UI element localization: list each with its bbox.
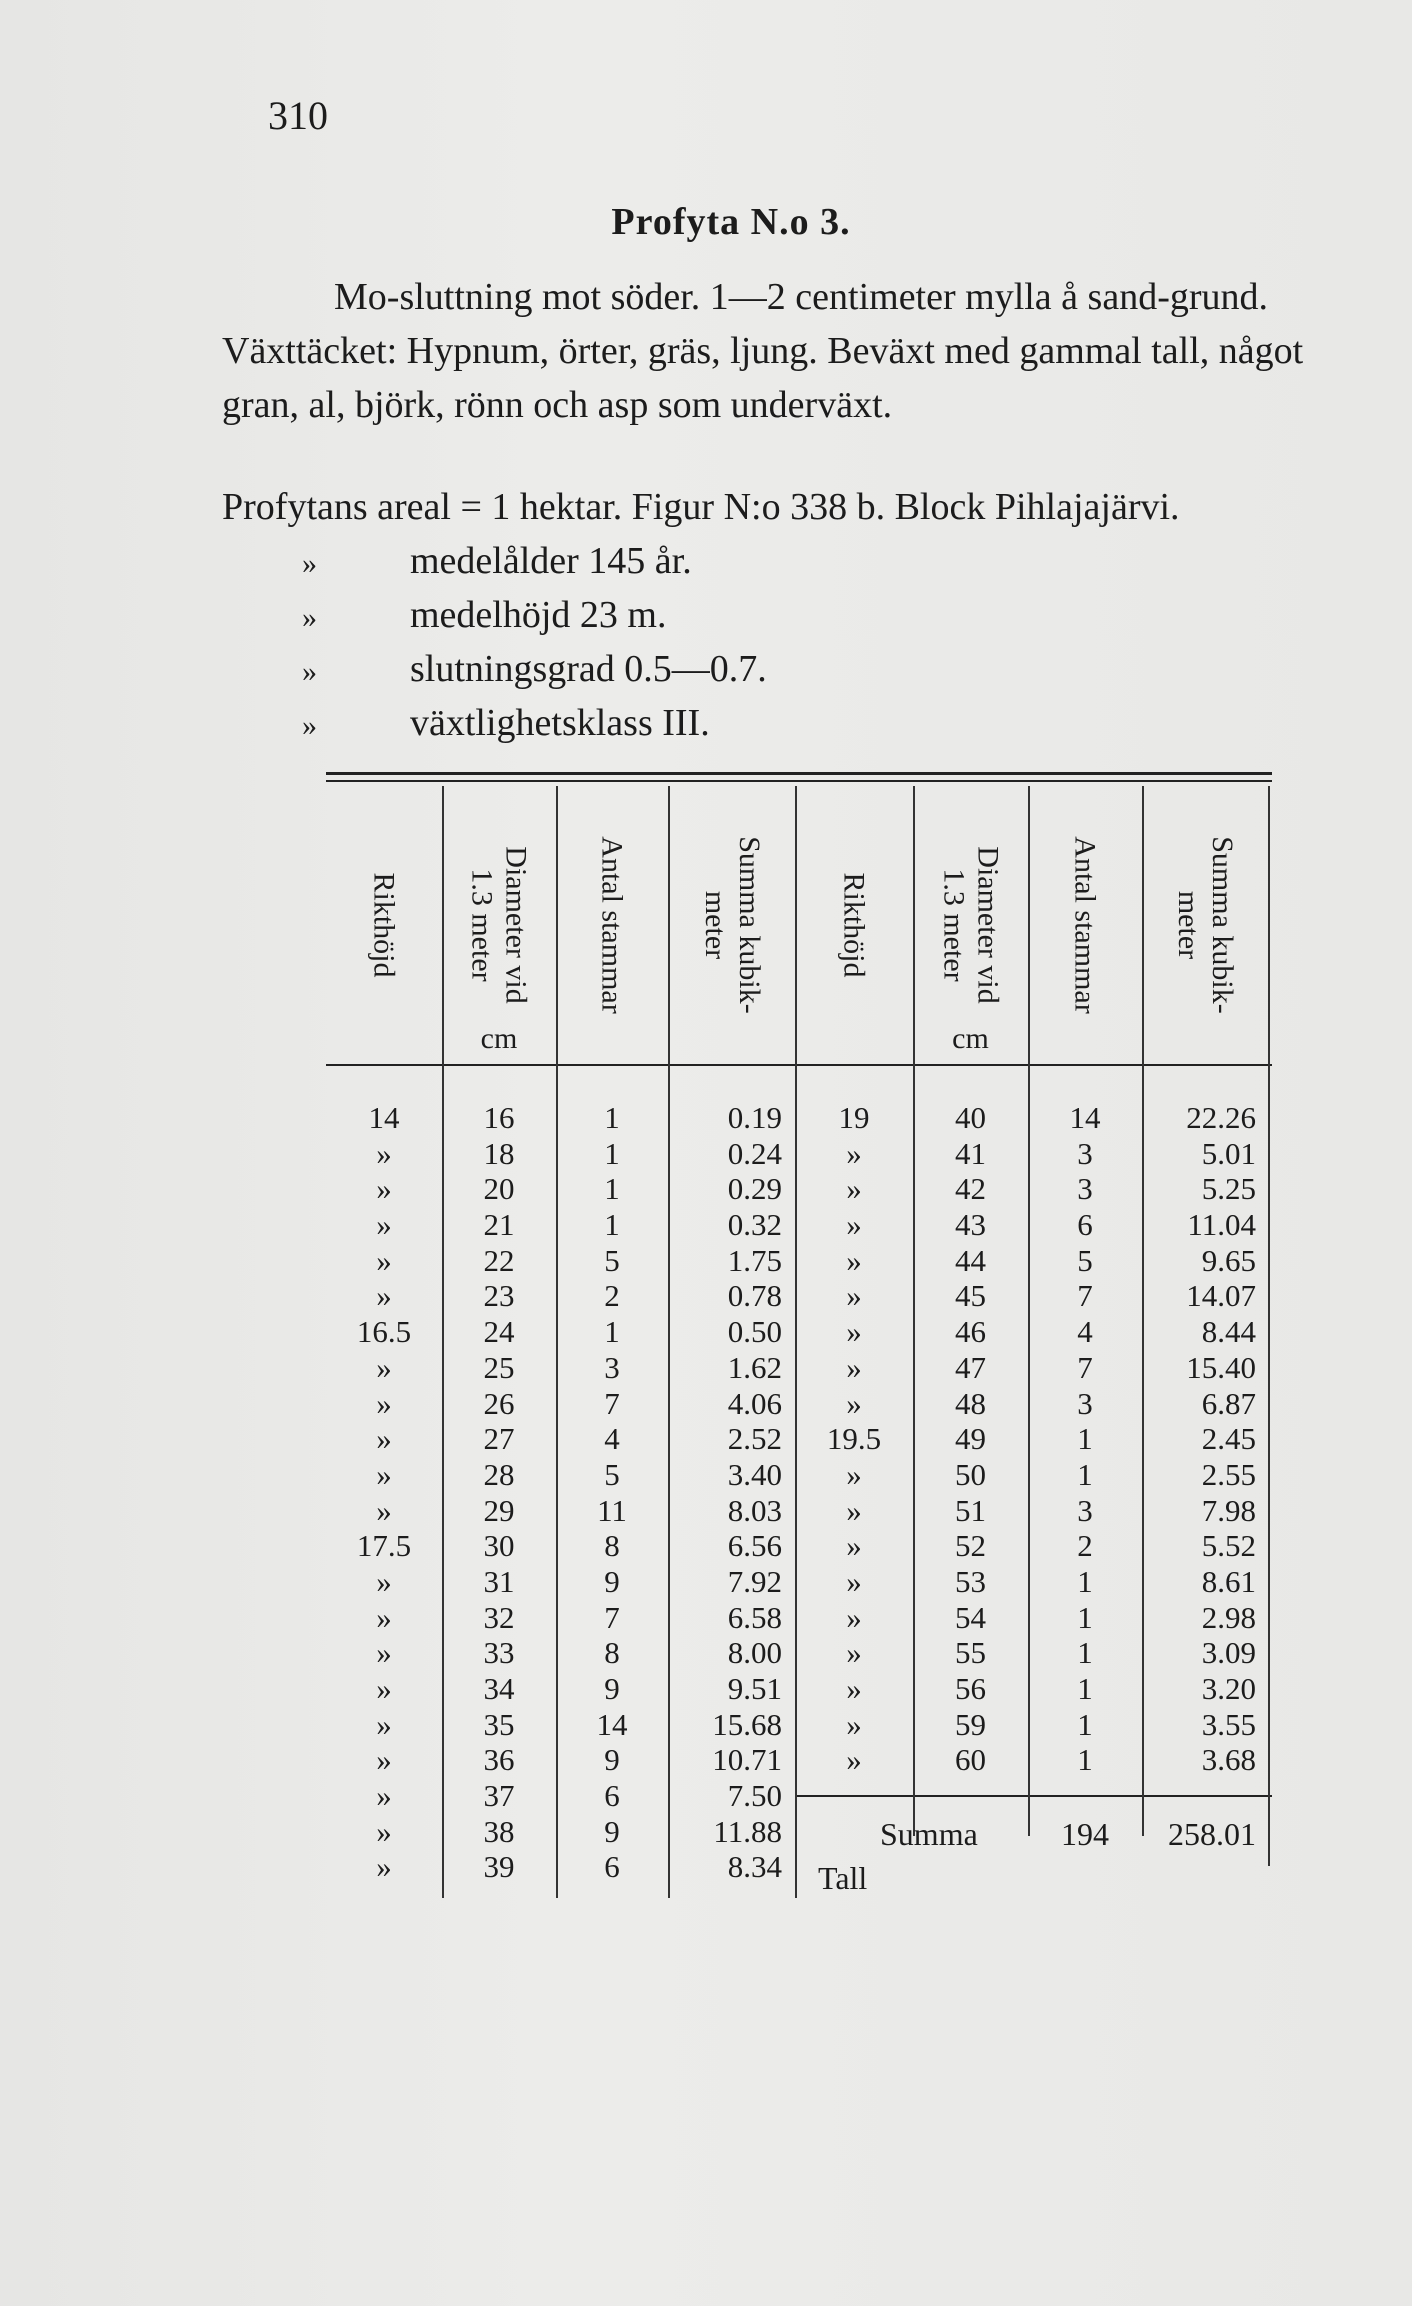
table-cell-summa: 9.51 [727, 1671, 782, 1706]
left-rikthojd-column [336, 1100, 432, 1885]
table-cell-antal: 1 [604, 1314, 620, 1350]
table-cell-rikthojd: » [846, 1599, 862, 1635]
table-cell-rikthojd: » [846, 1492, 862, 1528]
table-cell-antal: 7 [1077, 1278, 1093, 1314]
table-cell-rikthojd: » [846, 1456, 862, 1492]
page-title: Profyta N.o 3. [611, 201, 851, 243]
table-cell-diameter: 27 [483, 1421, 515, 1457]
table-cell-antal: 1 [1077, 1421, 1093, 1457]
table-cell-antal: 1 [604, 1207, 620, 1243]
table-cell-summa: 9.65 [1201, 1242, 1256, 1278]
table-cell-rikthojd: » [376, 1456, 392, 1492]
table-cell-antal: 1 [604, 1100, 620, 1135]
table-cell-summa: 5.25 [1201, 1171, 1256, 1207]
table-cell-rikthojd: » [376, 1207, 392, 1243]
table-cell-rikthojd: » [846, 1171, 862, 1207]
table-cell-diameter: 41 [955, 1135, 986, 1171]
table-cell-rikthojd: » [376, 1171, 392, 1207]
table-cell-diameter: 39 [483, 1849, 515, 1885]
description-text: Mo-sluttning mot söder. 1—2 centimeter mylla å sand-grund. Växttäcket: Hypnum, örter, gräs, ljung. Beväxt med gammal tall, något gran, al, björk, rönn och asp som underväxt. [222, 276, 1304, 426]
right-diameter-column [923, 1100, 1018, 1778]
table-cell-diameter: 32 [483, 1599, 515, 1635]
table-cell-diameter: 53 [955, 1563, 986, 1599]
table-cell-summa: 4.06 [727, 1385, 782, 1421]
table-cell-rikthojd: » [376, 1135, 392, 1171]
table-cell-antal: 5 [604, 1242, 620, 1278]
table-cell-antal: 9 [604, 1742, 620, 1778]
table-cell-antal: 1 [604, 1171, 620, 1207]
table-cell-summa: 3.55 [1201, 1706, 1256, 1742]
table-cell-diameter: 47 [955, 1349, 986, 1385]
table-cell-antal: 14 [1069, 1100, 1101, 1135]
table-cell-summa: 1.62 [727, 1349, 782, 1385]
table-cell-diameter: 34 [483, 1671, 515, 1706]
info-line-medelalder: » medelålder 145 år. [302, 540, 692, 582]
table-cell-diameter: 56 [955, 1671, 986, 1706]
table-top-rule [326, 772, 1272, 775]
table-cell-rikthojd: » [376, 1742, 392, 1778]
table-cell-rikthojd: » [376, 1599, 392, 1635]
header-diameter-unit-right: cm [952, 1022, 989, 1055]
table-cell-summa: 3.40 [727, 1456, 782, 1492]
page-number: 310 [268, 93, 328, 138]
table-cell-antal: 4 [604, 1421, 620, 1457]
tall-label: Tall [818, 1860, 868, 1896]
table-cell-antal: 5 [1077, 1242, 1093, 1278]
table-cell-antal: 6 [604, 1778, 620, 1814]
table-cell-rikthojd: » [376, 1813, 392, 1849]
table-cell-antal: 1 [1077, 1742, 1093, 1778]
table-cell-diameter: 54 [955, 1599, 986, 1635]
table-cell-summa: 6.56 [727, 1528, 782, 1564]
table-cell-rikthojd: » [846, 1528, 862, 1564]
table-cell-diameter: 43 [955, 1207, 986, 1243]
info-line-vaxtlighetsklass: » växtlighetsklass III. [302, 702, 710, 744]
summa-total: 258.01 [1168, 1816, 1256, 1852]
table-cell-diameter: 36 [483, 1742, 515, 1778]
table-cell-antal: 9 [604, 1671, 620, 1706]
table-header-rule [326, 1064, 1272, 1066]
table-cell-antal: 2 [604, 1278, 620, 1314]
table-cell-antal: 7 [604, 1599, 620, 1635]
right-summa-column [1150, 1100, 1256, 1778]
table-cell-rikthojd: 14 [368, 1100, 400, 1135]
table-cell-antal: 3 [1077, 1385, 1093, 1421]
table-cell-rikthojd: » [846, 1635, 862, 1671]
table-cell-rikthojd: » [376, 1278, 392, 1314]
table-cell-rikthojd: » [376, 1492, 392, 1528]
table-cell-diameter: 23 [483, 1278, 515, 1314]
table-cell-rikthojd: » [846, 1278, 862, 1314]
table-cell-diameter: 20 [483, 1171, 515, 1207]
table-cell-rikthojd: » [846, 1135, 862, 1171]
summa-antal: 194 [1061, 1816, 1109, 1852]
right-rikthojd-column [805, 1100, 903, 1778]
table-cell-summa: 0.24 [727, 1135, 782, 1171]
table-cell-summa: 0.29 [727, 1171, 782, 1207]
table-cell-diameter: 51 [955, 1492, 986, 1528]
header-diameter-right: Diameter vid 1.3 meter [937, 846, 1005, 1004]
table-cell-summa: 14.07 [1186, 1278, 1256, 1314]
table-cell-diameter: 42 [955, 1171, 986, 1207]
table-cell-summa: 2.45 [1201, 1421, 1256, 1457]
table-cell-summa: 6.87 [1201, 1385, 1256, 1421]
table-cell-antal: 11 [597, 1492, 627, 1528]
table-cell-summa: 8.34 [727, 1849, 782, 1885]
table-cell-antal: 2 [1077, 1528, 1093, 1564]
table-cell-summa: 2.55 [1201, 1456, 1256, 1492]
info-line-slutningsgrad: » slutningsgrad 0.5—0.7. [302, 648, 767, 690]
table-cell-diameter: 45 [955, 1278, 986, 1314]
table-cell-summa: 22.26 [1186, 1100, 1256, 1135]
table-cell-diameter: 55 [955, 1635, 986, 1671]
table-cell-antal: 3 [604, 1349, 620, 1385]
table-cell-diameter: 35 [483, 1706, 515, 1742]
table-cell-summa: 7.98 [1201, 1492, 1256, 1528]
header-summa-right: Summa kubik- meter [1172, 836, 1239, 1014]
table-cell-summa: 8.03 [727, 1492, 782, 1528]
table-cell-diameter: 50 [955, 1456, 986, 1492]
table-cell-antal: 3 [1077, 1171, 1093, 1207]
table-cell-antal: 6 [604, 1849, 620, 1885]
table-cell-rikthojd: » [376, 1421, 392, 1457]
table-cell-diameter: 40 [955, 1100, 986, 1135]
table-cell-diameter: 24 [483, 1314, 515, 1350]
table-cell-rikthojd: » [846, 1242, 862, 1278]
table-cell-diameter: 21 [483, 1207, 515, 1243]
left-summa-column [676, 1100, 782, 1885]
table-cell-summa: 2.52 [727, 1421, 782, 1457]
table-cell-summa: 8.00 [727, 1635, 782, 1671]
table-cell-diameter: 49 [955, 1421, 986, 1457]
table-cell-summa: 0.32 [727, 1207, 782, 1243]
table-cell-rikthojd: 16.5 [356, 1314, 412, 1350]
table-cell-rikthojd: » [846, 1385, 862, 1421]
table-cell-summa: 2.98 [1201, 1599, 1256, 1635]
header-rikthojd-right: Rikthöjd [837, 872, 871, 978]
table-cell-rikthojd: » [846, 1349, 862, 1385]
table-cell-diameter: 52 [955, 1528, 986, 1564]
table-cell-summa: 7.50 [727, 1778, 782, 1814]
table-cell-rikthojd: » [846, 1742, 862, 1778]
table-cell-summa: 8.61 [1201, 1563, 1256, 1599]
description-paragraph [222, 270, 1370, 432]
table-cell-summa: 11.88 [713, 1813, 782, 1849]
table-cell-antal: 8 [604, 1528, 620, 1564]
table-cell-antal: 8 [604, 1635, 620, 1671]
header-antal: Antal stammar [596, 836, 630, 1014]
header-diameter-unit: cm [480, 1022, 518, 1055]
table-cell-summa: 0.78 [727, 1278, 782, 1314]
info-line-areal [222, 480, 1180, 534]
table-cell-summa: 5.01 [1201, 1135, 1256, 1171]
table-cell-summa: 10.71 [712, 1742, 782, 1778]
table-cell-diameter: 29 [483, 1492, 515, 1528]
table-cell-diameter: 60 [955, 1742, 986, 1778]
table-cell-diameter: 59 [955, 1706, 986, 1742]
table-cell-summa: 15.68 [712, 1706, 782, 1742]
table-cell-diameter: 28 [483, 1456, 515, 1492]
table-cell-diameter: 31 [483, 1563, 515, 1599]
table-cell-summa: 8.44 [1201, 1314, 1256, 1350]
table-cell-summa: 0.19 [727, 1100, 782, 1135]
table-top-rule-2 [326, 780, 1272, 782]
table-cell-antal: 1 [1077, 1599, 1093, 1635]
table-cell-summa: 1.75 [727, 1242, 782, 1278]
table-cell-antal: 1 [1077, 1671, 1093, 1706]
table-cell-rikthojd: » [376, 1563, 392, 1599]
table-cell-rikthojd: » [376, 1385, 392, 1421]
table-cell-rikthojd: » [376, 1671, 392, 1706]
table-cell-antal: 14 [596, 1706, 628, 1742]
table-cell-antal: 3 [1077, 1135, 1093, 1171]
table-cell-summa: 7.92 [727, 1563, 782, 1599]
table-cell-diameter: 48 [955, 1385, 986, 1421]
table-cell-diameter: 37 [483, 1778, 515, 1814]
table-cell-rikthojd: » [376, 1635, 392, 1671]
table-cell-antal: 6 [1077, 1207, 1093, 1243]
table-cell-diameter: 16 [483, 1100, 515, 1135]
table-cell-summa: 0.50 [727, 1314, 782, 1350]
table-cell-rikthojd: » [846, 1706, 862, 1742]
table-cell-diameter: 44 [955, 1242, 986, 1278]
table-cell-summa: 11.04 [1187, 1207, 1256, 1243]
table-cell-diameter: 26 [483, 1385, 515, 1421]
table-cell-rikthojd: » [376, 1706, 392, 1742]
table-cell-rikthojd: » [376, 1849, 392, 1885]
table-cell-rikthojd: » [846, 1207, 862, 1243]
table-cell-rikthojd: » [846, 1563, 862, 1599]
table-cell-antal: 1 [1077, 1706, 1093, 1742]
table-cell-diameter: 30 [483, 1528, 515, 1564]
header-rikthojd: Rikthöjd [367, 872, 401, 978]
table-cell-antal: 9 [604, 1813, 620, 1849]
table-cell-summa: 3.20 [1201, 1671, 1256, 1706]
table-cell-rikthojd: » [376, 1349, 392, 1385]
left-diameter-column [452, 1100, 546, 1885]
table-cell-summa: 6.58 [727, 1599, 782, 1635]
column-divider [1268, 786, 1270, 1866]
table-cell-rikthojd: » [846, 1671, 862, 1706]
table-cell-diameter: 38 [483, 1813, 515, 1849]
table-cell-rikthojd: 19.5 [826, 1421, 882, 1457]
header-diameter: Diameter vid 1.3 meter [466, 846, 534, 1004]
info-text: Profytans areal = 1 hektar. Figur N:o 338 b. Block Pihlajajärvi. [222, 486, 1180, 528]
table-cell-summa: 3.09 [1201, 1635, 1256, 1671]
table-cell-summa: 5.52 [1201, 1528, 1256, 1564]
table-cell-diameter: 18 [483, 1135, 515, 1171]
table-cell-antal: 3 [1077, 1492, 1093, 1528]
table-cell-diameter: 22 [483, 1242, 515, 1278]
table-cell-antal: 4 [1077, 1314, 1093, 1350]
table-cell-rikthojd: 17.5 [356, 1528, 412, 1564]
table-cell-antal: 1 [1077, 1456, 1093, 1492]
table-cell-antal: 7 [1077, 1349, 1093, 1385]
table-cell-summa: 15.40 [1186, 1349, 1256, 1385]
table-cell-rikthojd: » [376, 1242, 392, 1278]
header-antal-right: Antal stammar [1069, 836, 1103, 1014]
table-cell-diameter: 25 [483, 1349, 515, 1385]
table-cell-antal: 7 [604, 1385, 620, 1421]
table-cell-rikthojd: 19 [838, 1100, 870, 1135]
table-cell-antal: 5 [604, 1456, 620, 1492]
right-antal-column [1038, 1100, 1132, 1778]
table-cell-summa: 3.68 [1201, 1742, 1256, 1778]
summa-label: Summa [880, 1816, 978, 1852]
table-cell-diameter: 33 [483, 1635, 515, 1671]
table-cell-antal: 1 [604, 1135, 620, 1171]
table-cell-rikthojd: » [376, 1778, 392, 1814]
left-antal-column [566, 1100, 658, 1885]
header-summa: Summa kubik- meter [698, 836, 766, 1014]
table-cell-antal: 9 [604, 1563, 620, 1599]
summa-rule [795, 1795, 1272, 1797]
table-cell-diameter: 46 [955, 1314, 986, 1350]
table-cell-antal: 1 [1077, 1563, 1093, 1599]
table-cell-antal: 1 [1077, 1635, 1093, 1671]
table-cell-rikthojd: » [846, 1314, 862, 1350]
info-line-medelhojd: » medelhöjd 23 m. [302, 594, 667, 636]
